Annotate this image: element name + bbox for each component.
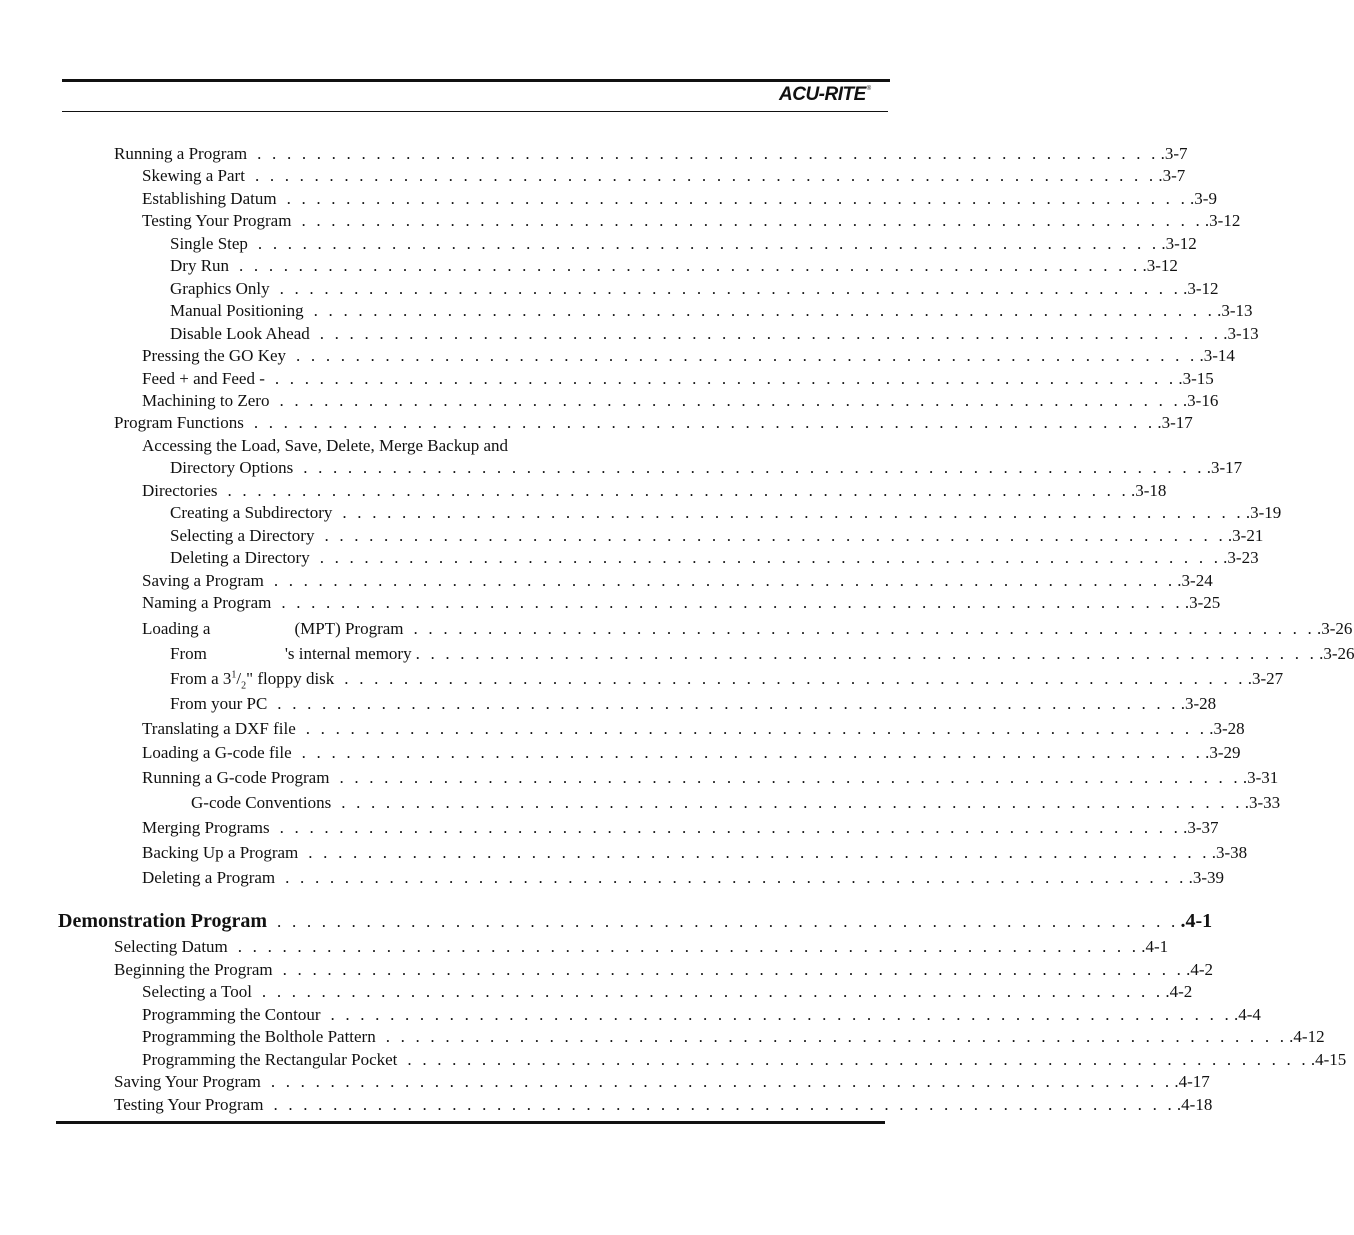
toc-entry-title: Pressing the GO Key [142,346,287,365]
toc-leader: . . . . . . . . . . . . . . . . . . . . . . . . . . . . . . . . . . . . . . . . . . . . . . . . . . . . . . . . . . . . . [301,743,1204,762]
toc-entry[interactable] [170,526,1264,546]
toc-leader: . . . . . . . . . . . . . . . . . . . . . . . . . . . . . . . . . . . . . . . . . . . . . . . . . . . . . . . . . . . . . [239,256,1141,275]
toc-entry-title-b: " floppy disk [246,669,335,688]
toc-entry-page: .3-13 [1217,301,1253,320]
toc-entry[interactable] [142,1005,1261,1025]
toc-entry-title: Testing Your Program [142,211,292,230]
toc-entry-title: Single Step [170,234,248,253]
toc-leader: . . . . . . . . . . . . . . . . . . . . . . . . . . . . . . . . . . . . . . . . . . . . . . . . . . . . . . . . . . . . . [253,413,1156,432]
toc-entry[interactable] [170,234,1197,254]
toc-entry-page: .3-38 [1211,843,1248,862]
toc-leader: . . . . . . . . . . . . . . . . . . . . . . . . . . . . . . . . . . . . . . . . . . . . . . . . . . . . . . . . . . . . . [305,719,1208,738]
brand-name: ACU-RITE [779,84,866,105]
toc-entry[interactable] [170,301,1253,321]
toc-entry[interactable] [142,843,1248,863]
toc-entry-title: Translating a DXF file [142,719,296,738]
toc-leader: . . . . . . . . . . . . . . . . . . . . . . . . . . . . . . . . . . . . . . . . . . . . . . . . . . . . . . . . . . . . . [261,982,1164,1001]
toc-leader: . . . . . . . . . . . . . . . . . . . . . . . . . . . . . . . . . . . . . . . . . . . . . . . . . . . . . . . . . . . . . [330,1005,1232,1024]
toc-entry[interactable] [114,144,1188,164]
toc-entry-title [142,619,404,639]
toc-leader: . . . . . . . . . . . . . . . . . . . . . . . . . . . . . . . . . . . . . . . . . . . . . . . . . . . . . . . . . . . . . [282,960,1185,979]
toc-entry[interactable] [170,279,1219,299]
toc-leader: . . . . . . . . . . . . . . . . . . . . . . . . . . . . . . . . . . . . . . . . . . . . . . . . . . . . . . . . . . . . . [301,211,1203,230]
toc-entry-page: .3-13 [1223,324,1259,343]
toc-entry-page: .3-25 [1184,593,1221,612]
toc-entry-page: .3-17 [1157,413,1193,432]
toc-leader: . . . . . . . . . . . . . . . . . . . . . . . . . . . . . . . . . . . . . . . . . . . . . . . . . . . . . . . . . . . . . [296,346,1198,365]
toc-entry[interactable] [142,768,1279,788]
toc-leader: . . . . . . . . . . . . . . . . . . . . . . . . . . . . . . . . . . . . . . . . . . . . . . . . . . . . . . . . . . . . . [279,391,1181,410]
toc-entry-title: Merging Programs [142,818,270,837]
toc-entry-page: .3-28 [1209,719,1245,738]
toc-entry-page: .3-28 [1180,694,1217,713]
toc-entry-page: .3-16 [1182,391,1219,410]
toc-leader: . . . . . . . . . . . . . . . . . . . . . . . . . . . . . . . . . . . . . . . . . . . . . . . . . . . . . . . . . . . . . [257,144,1159,163]
toc-entry[interactable] [170,256,1178,276]
toc-entry[interactable] [170,669,1284,692]
toc-leader: . . . . . . . . . . . . . . . . . . . . . . . . . . . . . . . . . . . . . . . . . . . . . . . . . . . . . . . . . . . . . [413,619,1315,638]
toc-leader: . . . . . . . . . . . . . . . . . . . . . . . . . . . . . . . . . . . . . . . . . . . . . . . . . . . . . . . . . . . . . [277,912,1179,931]
toc-entry[interactable] [142,719,1245,739]
toc-leader: . . . . . . . . . . . . . . . . . . . . . . . . . . . . . . . . . . . . . . . . . . . . . . . . . . . . . . . . . . . . . [324,526,1226,545]
toc-entry-title: Backing Up a Program [142,843,299,862]
toc-entry-title: From your PC [170,694,268,713]
toc-entry-title-b: (MPT) Program [294,619,404,638]
toc-entry-page: .4-18 [1176,1095,1213,1114]
toc-entry-title: Deleting a Directory [170,548,310,567]
toc-entry-title: Machining to Zero [142,391,270,410]
toc-leader: . . . . . . . . . . . . . . . . . . . . . . . . . . . . . . . . . . . . . . . . . . . . . . . . . . . . . . . . . . . . . [341,793,1243,812]
toc-entry[interactable] [142,593,1221,613]
toc-entry-page: .3-12 [1204,211,1241,230]
toc-entry[interactable] [114,1095,1213,1115]
toc-entry[interactable] [142,818,1219,838]
toc-entry-page: .3-27 [1247,669,1284,688]
toc-entry-page: .3-23 [1223,548,1259,567]
toc-leader: . . . . . . . . . . . . . . . . . . . . . . . . . . . . . . . . . . . . . . . . . . . . . . . . . . . . . . . . . . . . . [273,571,1176,590]
toc-entry[interactable] [142,1050,1347,1070]
toc-entry-title: Saving a Program [142,571,264,590]
toc-entry-title: Running a G-code Program [142,768,330,787]
toc-entry-title: Programming the Bolthole Pattern [142,1027,376,1046]
toc-leader: . . . . . . . . . . . . . . . . . . . . . . . . . . . . . . . . . . . . . . . . . . . . . . . . . . . . . . . . . . . . . [339,768,1241,787]
toc-entry[interactable] [142,571,1213,591]
toc-leader: . . . . . . . . . . . . . . . . . . . . . . . . . . . . . . . . . . . . . . . . . . . . . . . . . . . . . . . . . . . . . [237,937,1140,956]
toc-entry-title-a: Loading a [142,619,211,638]
toc-leader: . . . . . . . . . . . . . . . . . . . . . . . . . . . . . . . . . . . . . . . . . . . . . . . . . . . . . . . . . . . . . [319,324,1222,343]
toc-entry-page: .4-4 [1233,1005,1261,1024]
toc-entry-page: .4-1 [1141,937,1169,956]
toc-entry-title: Creating a Subdirectory [170,503,333,522]
toc-entry[interactable] [170,324,1259,344]
toc-entry-page: .3-7 [1160,144,1188,163]
toc-entry-title: Deleting a Program [142,868,276,887]
toc-entry-title: Establishing Datum [142,189,277,208]
toc-leader: . . . . . . . . . . . . . . . . . . . . . . . . . . . . . . . . . . . . . . . . . . . . . . . . . . . . . . . . . . . . . [319,548,1222,567]
toc-entry-title: Saving Your Program [114,1072,261,1091]
toc-entry-page: .3-26 [1316,619,1353,638]
toc-entry-title: Feed + and Feed - [142,369,265,388]
toc-leader: . . . . . . . . . . . . . . . . . . . . . . . . . . . . . . . . . . . . . . . . . . . . . . . . . . . . . . . . . . . . . [273,1095,1175,1114]
toc-entry-page: .3-31 [1242,768,1279,787]
toc-entry[interactable] [142,211,1241,231]
toc-entry[interactable] [142,619,1353,639]
toc-entry[interactable] [142,868,1225,888]
toc-entry-title: Disable Look Ahead [170,324,310,343]
toc-leader: . . . . . . . . . . . . . . . . . . . . . . . . . . . . . . . . . . . . . . . . . . . . . . . . . . . . . . . . . . . . . [227,481,1129,500]
toc-leader: . . . . . . . . . . . . . . . . . . . . . . . . . . . . . . . . . . . . . . . . . . . . . . . . . . . . . . . . . . . . . [286,189,1189,208]
toc-leader: . . . . . . . . . . . . . . . . . . . . . . . . . . . . . . . . . . . . . . . . . . . . . . . . . . . . . . . . . . . . . [407,1050,1309,1069]
toc-entry-title: Programming the Rectangular Pocket [142,1050,398,1069]
toc-entry[interactable] [142,481,1167,501]
toc-entry-page: .3-21 [1227,526,1264,545]
toc-entry-title: Selecting Datum [114,937,228,956]
toc-leader: . . . . . . . . . . . . . . . . . . . . . . . . . . . . . . . . . . . . . . . . . . . . . . . . . . . . . . . . . . . . . [385,1027,1288,1046]
toc-entry[interactable] [170,644,1354,664]
toc-entry-page: .4-12 [1289,1027,1325,1046]
toc-leader: . . . . . . . . . . . . . . . . . . . . . . . . . . . . . . . . . . . . . . . . . . . . . . . . . . . . . . . . . . . . . [342,503,1244,522]
toc-entry-title: Program Functions [114,413,244,432]
toc-entry-page: .4-15 [1310,1050,1347,1069]
toc-chapter-title: Demonstration Program [58,910,268,932]
toc-entry-page: .3-12 [1183,279,1219,298]
toc-leader: . . . . . . . . . . . . . . . . . . . . . . . . . . . . . . . . . . . . . . . . . . . . . . . . . . . . . . . . . . . . . [313,301,1216,320]
toc-entry[interactable] [142,391,1219,411]
toc-entry[interactable] [114,937,1169,957]
toc-entry-title: Beginning the Program [114,960,273,979]
toc-leader: . . . . . . . . . . . . . . . . . . . . . . . . . . . . . . . . . . . . . . . . . . . . . . . . . . . . . . . . . . . . . [308,843,1210,862]
toc-entry[interactable] [142,189,1217,209]
toc-entry-page: .3-37 [1183,818,1219,837]
toc-entry-page: .3-7 [1158,166,1186,185]
toc-entry-page: .3-19 [1245,503,1282,522]
toc-entry-title-a: From a 3 [170,669,232,688]
toc-entry-page: .3-29 [1205,743,1241,762]
toc-entry-page: .3-14 [1199,346,1235,365]
toc-entry-title: Graphics Only [170,279,270,298]
toc-entry[interactable] [170,548,1259,568]
toc-entry-page: .3-9 [1190,189,1217,208]
toc-leader: . . . . . . . . . . . . . . . . . . . . . . . . . . . . . . . . . . . . . . . . . . . . . . . . . . . . . . . . . . . . . [279,279,1182,298]
toc-entry-page: .3-18 [1130,481,1167,500]
footer-rule [56,1121,885,1124]
toc-entry-page: .4-2 [1186,960,1214,979]
toc-entry[interactable] [114,960,1214,980]
toc-entry[interactable] [142,982,1193,1002]
toc-entry-title: Running a Program [114,144,248,163]
toc-leader: . . . . . . . . . . . . . . . . . . . . . . . . . . . . . . . . . . . . . . . . . . . . . . . . . . . . . . . . . . . . . [257,234,1160,253]
toc-entry[interactable] [170,458,1243,478]
toc-entry-page: .3-33 [1244,793,1281,812]
toc-leader: . . . . . . . . . . . . . . . . . . . . . . . . . . . . . . . . . . . . . . . . . . . . . . . . . . . . . . . . . . . . . [285,868,1187,887]
toc-entry-title: Programming the Contour [142,1005,321,1024]
toc-entry[interactable] [142,743,1241,763]
toc-entry-title: Testing Your Program [114,1095,264,1114]
toc-entry-page: .3-26 [1319,644,1354,663]
toc-entry-page: .3-12 [1142,256,1178,275]
toc-entry-title-a: From [170,644,207,663]
toc-entry-page: .3-24 [1177,571,1213,590]
toc-entry-title: From a $3^1/_2$" floppy disk [170,669,335,692]
toc-entry-title: Manual Positioning [170,301,304,320]
toc-entry-title[interactable]: Accessing the Load, Save, Delete, Merge Backup and [142,436,509,455]
toc-leader: . . . . . . . . . . . . . . . . . . . . . . . . . . . . . . . . . . . . . . . . . . . . . . . . . . . . . . . . . . . . . [281,593,1183,612]
toc-entry-title: G-code Conventions [191,793,332,812]
fraction-denominator: 2 [241,680,247,692]
toc-entry-title: Naming a Program [142,593,272,612]
toc-leader: . . . . . . . . . . . . . . . . . . . . . . . . . . . . . . . . . . . . . . . . . . . . . . . . . . . . . . . . . . . . . [254,166,1157,185]
toc-leader: . . . . . . . . . . . . . . . . . . . . . . . . . . . . . . . . . . . . . . . . . . . . . . . . . . . . . . . . . . . . . [415,644,1318,663]
toc-entry[interactable] [142,346,1235,366]
toc-entry-title: Dry Run [170,256,230,275]
toc-leader: . . . . . . . . . . . . . . . . . . . . . . . . . . . . . . . . . . . . . . . . . . . . . . . . . . . . . . . . . . . . . [344,669,1246,688]
toc-chapter-page: .4-1 [1180,910,1213,932]
toc-entry[interactable] [142,369,1214,389]
toc-entry[interactable] [170,503,1282,523]
toc-leader: . . . . . . . . . . . . . . . . . . . . . . . . . . . . . . . . . . . . . . . . . . . . . . . . . . . . . . . . . . . . . [274,369,1177,388]
toc-entry-title-b: 's internal memory [284,644,412,663]
toc-chapter[interactable] [58,910,1213,932]
toc-leader: . . . . . . . . . . . . . . . . . . . . . . . . . . . . . . . . . . . . . . . . . . . . . . . . . . . . . . . . . . . . . [303,458,1205,477]
toc-entry[interactable] [114,413,1193,433]
toc-entry-page: .3-39 [1188,868,1225,887]
toc-leader: . . . . . . . . . . . . . . . . . . . . . . . . . . . . . . . . . . . . . . . . . . . . . . . . . . . . . . . . . . . . . [270,1072,1173,1091]
toc-leader: . . . . . . . . . . . . . . . . . . . . . . . . . . . . . . . . . . . . . . . . . . . . . . . . . . . . . . . . . . . . . [279,818,1182,837]
toc-entry-page: .4-17 [1174,1072,1210,1091]
toc-entry[interactable] [142,166,1186,186]
fraction-numerator: 1 [231,669,237,681]
toc-entry[interactable] [114,1072,1210,1092]
toc-entry-title [170,644,412,664]
toc-entry[interactable] [191,793,1281,813]
toc-entry-page: .3-17 [1206,458,1243,477]
registered-mark: ® [866,86,871,92]
toc-entry-title: Selecting a Tool [142,982,252,1001]
toc-leader: . . . . . . . . . . . . . . . . . . . . . . . . . . . . . . . . . . . . . . . . . . . . . . . . . . . . . . . . . . . . . [277,694,1179,713]
toc-entry-title: Directory Options [170,458,294,477]
toc-entry-title: Skewing a Part [142,166,245,185]
toc-entry[interactable] [142,1027,1325,1047]
toc-entry-page: .4-2 [1165,982,1193,1001]
toc-entry-page: .3-15 [1178,369,1214,388]
toc-entry-title: Selecting a Directory [170,526,315,545]
toc-entry-title: Loading a G-code file [142,743,292,762]
toc-entry-page: .3-12 [1161,234,1197,253]
toc-entry[interactable] [170,694,1217,714]
toc-entry-title: Directories [142,481,218,500]
